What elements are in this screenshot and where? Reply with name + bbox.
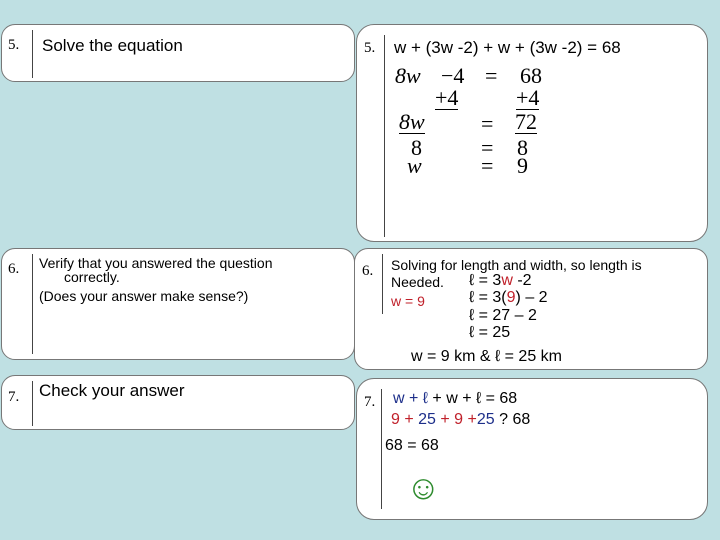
check-25a: 25	[418, 411, 436, 428]
length-sub-b: ) – 2	[515, 289, 548, 306]
row3-lhs: 8w	[399, 109, 425, 134]
step6-intro: Solving for length and width, so length is	[391, 257, 642, 273]
step7-right-box	[356, 378, 708, 520]
row4-equals: =	[481, 135, 494, 160]
length-const: -2	[512, 272, 532, 289]
step-number: 7.	[8, 389, 20, 405]
row1-lhs: 8w	[395, 63, 421, 88]
row5-lhs: w	[407, 153, 422, 178]
row5-equals: =	[481, 153, 494, 178]
row5-rhs: 9	[517, 153, 528, 178]
divider	[381, 389, 382, 509]
step-number: 5.	[364, 40, 376, 56]
check-rhs: = 68	[481, 390, 518, 407]
step7-left-box	[1, 375, 355, 430]
step6-line1: Verify that you answered the question	[39, 255, 273, 271]
check-9a: 9 +	[391, 411, 419, 428]
step-number: 5.	[8, 37, 20, 53]
row1-const: −4	[441, 63, 465, 88]
check-plus: + w + ℓ	[427, 390, 482, 407]
w-variable: w	[501, 272, 513, 289]
row2-add-right: +4	[516, 85, 540, 110]
step5-label: Solve the equation	[42, 36, 183, 55]
length-expr: ℓ = 3	[469, 272, 502, 289]
row1-rhs: 68	[520, 63, 542, 88]
needed-label: Needed.	[391, 274, 444, 290]
length-sub-a: ℓ = 3(	[469, 289, 507, 306]
row1-equals: =	[485, 63, 498, 88]
check-w-l: w + ℓ	[393, 390, 428, 407]
step-number: 6.	[362, 263, 374, 279]
step6-right-box	[354, 248, 708, 370]
row3-rhs: 72	[515, 109, 537, 134]
result: w = 9 km & ℓ = 25 km	[411, 348, 562, 365]
step-number: 6.	[8, 261, 20, 277]
smiley-icon: ☺	[406, 469, 441, 507]
check-line3: 68 = 68	[385, 437, 439, 454]
divider	[32, 254, 33, 354]
row4-rhs: 8	[517, 135, 528, 160]
row2-add-left: +4	[435, 85, 459, 110]
divider	[32, 381, 33, 426]
row4-lhs: 8	[411, 135, 422, 160]
step6-line3: (Does your answer make sense?)	[39, 288, 249, 304]
step5-right-box	[356, 24, 708, 242]
step5-left-box	[1, 24, 355, 82]
step6-left-box	[1, 248, 355, 360]
length-line3: ℓ = 27 – 2	[469, 307, 537, 324]
check-q: ? 68	[494, 411, 531, 428]
equation: w + (3w -2) + w + (3w -2) = 68	[394, 38, 621, 57]
length-line2	[469, 289, 548, 307]
divider	[382, 254, 383, 314]
length-line4: ℓ = 25	[469, 324, 511, 341]
length-line1	[469, 272, 532, 290]
divider	[32, 30, 33, 78]
substituted-width: 9	[506, 289, 516, 306]
divider	[384, 35, 385, 237]
check-9b: + 9 +	[435, 411, 477, 428]
check-line2	[391, 411, 530, 429]
check-line1	[393, 390, 517, 408]
check-25b: 25	[476, 411, 495, 428]
step7-label: Check your answer	[39, 381, 185, 400]
step-number: 7.	[364, 394, 376, 410]
width-value: w = 9	[391, 293, 425, 309]
row3-equals: =	[481, 111, 494, 136]
step6-line2: correctly.	[64, 269, 120, 285]
